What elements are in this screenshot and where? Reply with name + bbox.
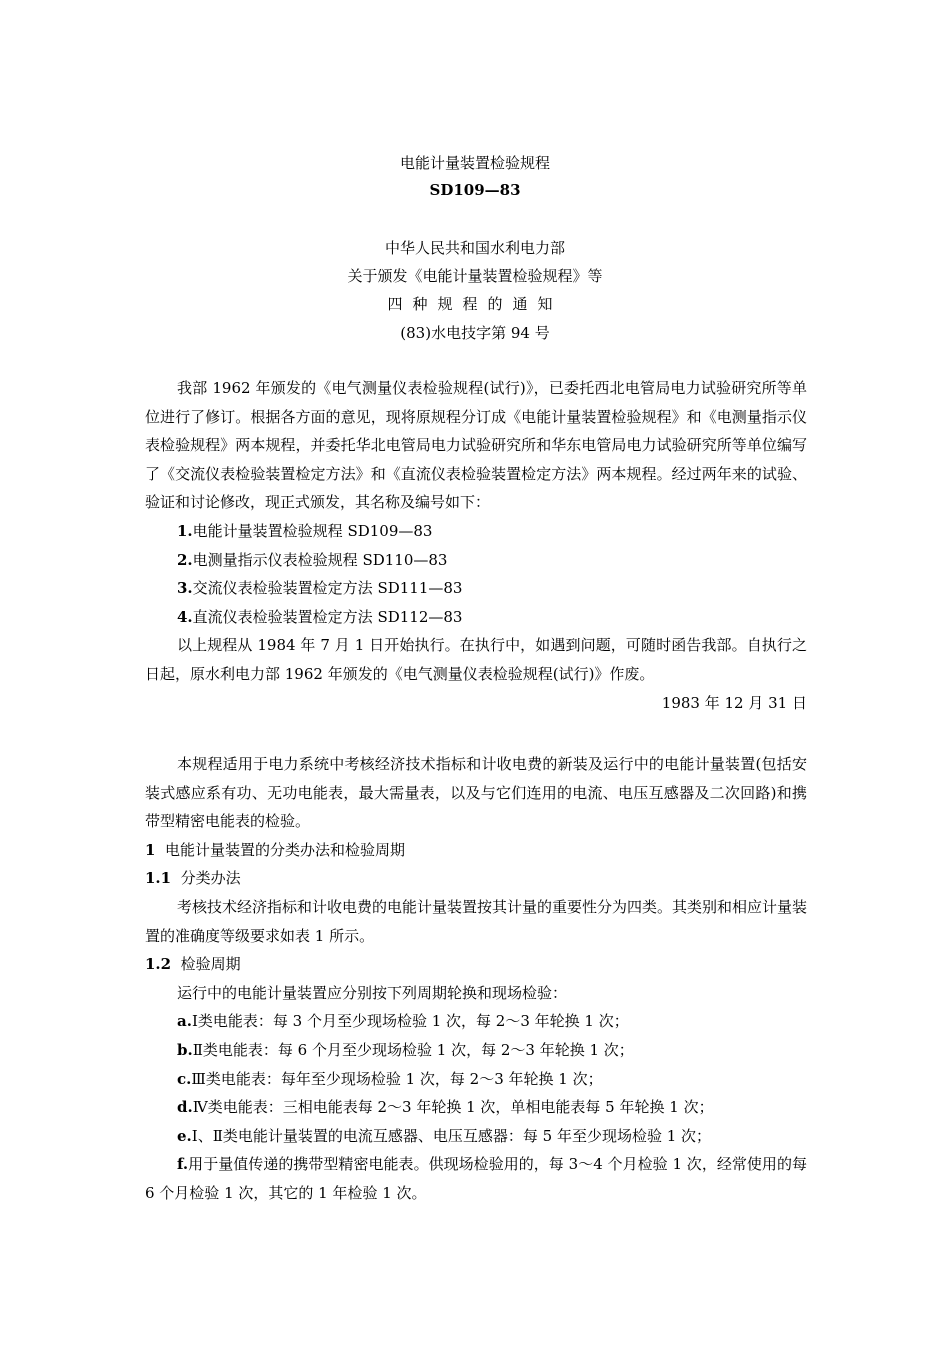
section-heading: 1 电能计量装置的分类办法和检验周期: [145, 840, 405, 859]
list-item: 3.交流仪表检验装置检定方法 SD111—83: [177, 579, 463, 598]
list-item: 2.电测量指示仪表检验规程 SD110—83: [177, 550, 448, 569]
list-item: e.Ⅰ、Ⅱ类电能计量装置的电流互感器、电压互感器：每 5 年至少现场检验 1 次；: [177, 1126, 712, 1145]
period-paragraph: 运行中的电能计量装置应分别按下列周期轮换和现场检验：: [177, 983, 568, 1002]
list-item: 4.直流仪表检验装置检定方法 SD112—83: [177, 607, 463, 626]
notice-paragraph-2: 以上规程从 1984 年 7 月 1 日开始执行。在执行中，如遇到问题，可随时函告我部。自执行之日起，原水利电力部 1962 年颁发的《电气测量仪表检验规程(试行)》作废。: [145, 636, 807, 683]
list-item: b.Ⅱ类电能表：每 6 个月至少现场检验 1 次，每 2～3 年轮换 1 次；: [177, 1040, 634, 1059]
list-item-f: f.用于量值传递的携带型精密电能表。供现场检验用的，每 3～4 个月检验 1 次，经常使用的每 6 个月检验 1 次，其它的 1 年检验 1 次。: [145, 1155, 807, 1202]
notice-date: 1983 年 12 月 31 日: [661, 693, 807, 712]
list-item: a.Ⅰ类电能表：每 3 个月至少现场检验 1 次，每 2～3 年轮换 1 次；: [177, 1012, 629, 1031]
list-item: 1.电能计量装置检验规程 SD109—83: [177, 521, 433, 540]
classification-paragraph: 考核技术经济指标和计收电费的电能计量装置按其计量的重要性分为四类。其类别和相应计量装置的准确度等级要求如表 1 所示。: [145, 897, 808, 945]
notice-body: [145, 374, 807, 717]
document-title: 电能计量装置检验规程: [399, 154, 550, 172]
subsection-heading: 1.2 检验周期: [145, 955, 241, 974]
scope-paragraph: 本规程适用于电力系统中考核经济技术指标和计收电费的新装及运行中的电能计量装置(包括安装式感应系有功、无功电能表，最大需量表，以及与它们连用的电流、电压互感器及二次回路)和携带型精密电能表的检验。: [145, 755, 807, 831]
regulation-body: [145, 750, 807, 1208]
document-code: SD109—83: [429, 181, 521, 199]
document-number: (83)水电技字第 94 号: [400, 324, 550, 342]
notice-paragraph-1: 我部 1962 年颁发的《电气测量仪表检验规程(试行)》，已委托西北电管局电力试验研究所等单位进行了修订。根据各方面的意见，现将原规程分订成《电能计量装置检验规程》和《电测量指示仪表检验规程》两本规程，并委托华北电管局电力试验研究所和华东电管局电力试验研究所等单位编写了《交流仪表检验装置检定方法》和《直流仪表检验装置检定方法》两本规程。经过两年来的试验、验证和讨论修改，现正式颁发，其名称及编号如下：: [145, 379, 807, 512]
notice-title-line2: 四种规程的通知: [387, 295, 563, 313]
issuer: 中华人民共和国水利电力部: [384, 239, 565, 257]
list-item: d.Ⅳ类电能表：三相电能表每 2～3 年轮换 1 次，单相电能表每 5 年轮换 1 次；: [177, 1098, 714, 1117]
notice-title-line1: 关于颁发《电能计量装置检验规程》等: [347, 267, 603, 285]
list-item: c.Ⅲ类电能表：每年至少现场检验 1 次，每 2～3 年轮换 1 次；: [177, 1069, 603, 1088]
subsection-heading: 1.1 分类办法: [145, 869, 241, 888]
